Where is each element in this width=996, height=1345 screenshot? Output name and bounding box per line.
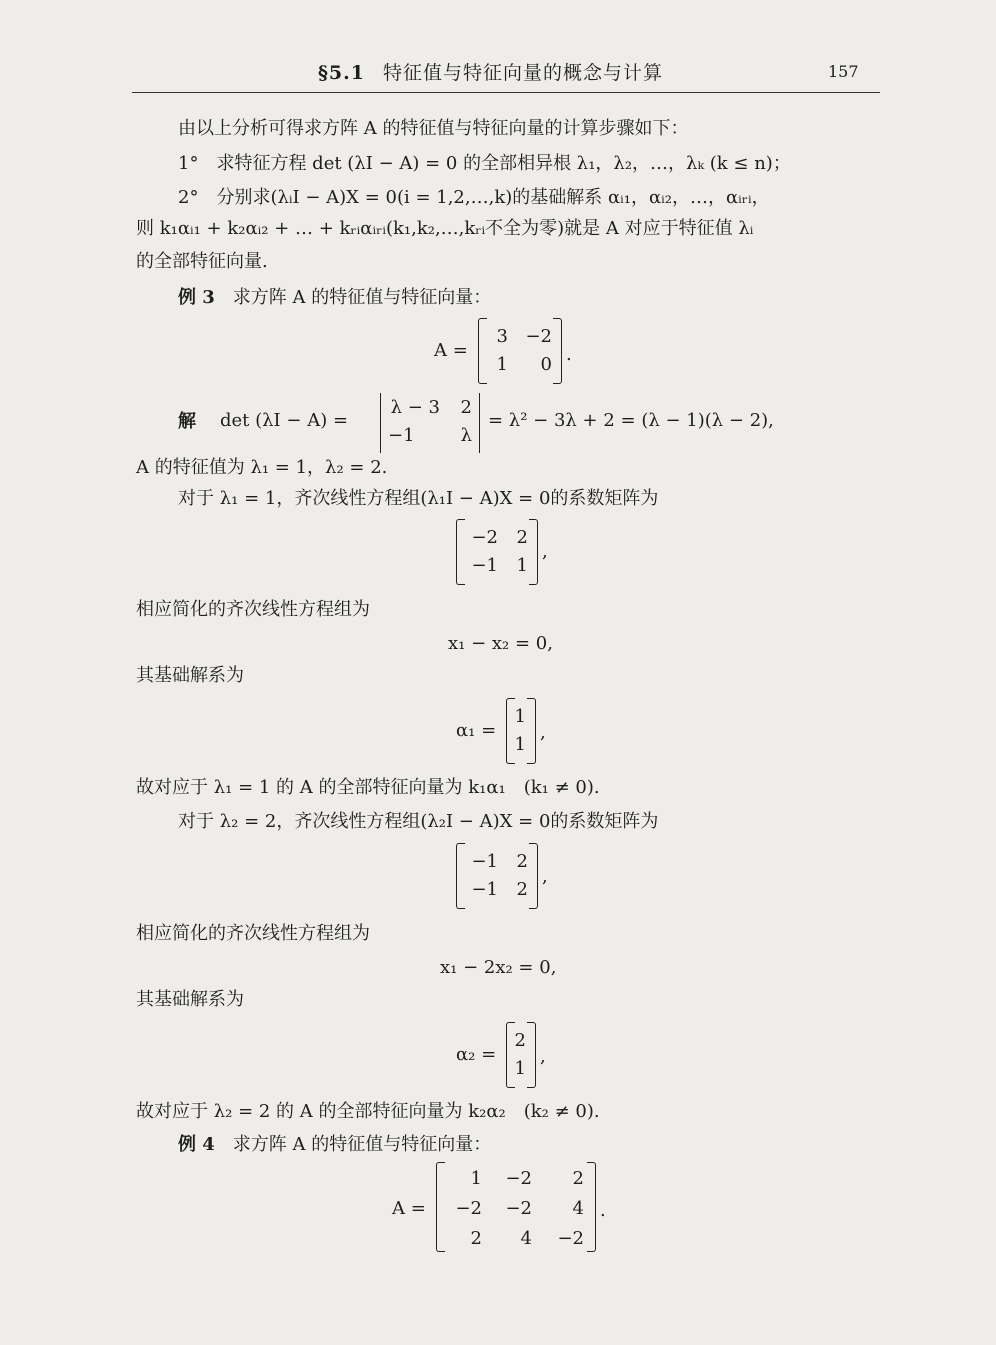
case-1-result: 故对应于 λ₁ = 1 的 A 的全部特征向量为 k₁α₁ (k₁ ≠ 0). <box>136 777 600 798</box>
textbook-page: §5.1 特征值与特征向量的概念与计算 157 由以上分析可得求方阵 A 的特征值与特征向量的计算步骤如下： 1° 求特征方程 det (λI − A) = 0 的全部相异根 λ₁，λ₂，…，λₖ (k ≤ n)； 2° 分别求(λᵢI − A)X = 0(i = 1,2,…,k)的基础解系 αᵢ₁，αᵢ₂，…，αᵢᵣᵢ， 则 k₁αᵢ₁ + k₂αᵢ₂ + … + kᵣᵢαᵢᵣᵢ(k₁,k₂,…,kᵣᵢ不全为零)就是 A 对应于特征值 λᵢ 的全部特征向量. 例 3 求方阵 A 的特征值与特征向量： A = 3 −2 1 0 . 解 det (λI − A) = λ − 3 2 −1 λ = λ² − 3λ + 2 = (λ − 1)(λ − 2), A 的特征值为 λ₁ = 1，λ₂ = 2. 对于 λ₁ = 1，齐次线性方程组(λ₁I − A)X = 0的系数矩阵为 −2 2 −1 1 , 相应简化的齐次线性方程组为 x₁ − x₂ = 0, 其基础解系为 α₁ = 1 1 , 故对应于 λ₁ = 1 的 A 的全部特征向量为 k₁α₁ (k₁ ≠ 0). 对于 λ₂ = 2，齐次线性方程组(λ₂I − A)X = 0的系数矩阵为 −1 2 −1 2 , 相应简化的齐次线性方程组为 x₁ − 2x₂ = 0, 其基础解系为 α₂ = 2 1 , 故对应于 λ₂ = 2 的 A 的全部特征向量为 k₂α₂ (k₂ ≠ 0). 例 4 求方阵 A 的特征值与特征向量： A = 1 −2 2 −2 −2 4 2 4 −2 . <box>0 0 996 1345</box>
example-3-label: 例 3 <box>178 287 215 308</box>
example-4-matrix <box>436 1162 596 1252</box>
vector-cell: 2 <box>514 1030 526 1051</box>
matrix-cell: −2 <box>505 1198 532 1219</box>
matrix-cell: −1 <box>471 879 498 900</box>
alpha-1-vector <box>506 698 536 764</box>
matrix-cell: 4 <box>520 1228 532 1249</box>
case-1-intro: 对于 λ₁ = 1，齐次线性方程组(λ₁I − A)X = 0的系数矩阵为 <box>178 488 659 509</box>
section-number: §5.1 <box>318 62 365 84</box>
vector-cell: 1 <box>514 734 526 755</box>
matrix-cell: −2 <box>557 1228 584 1249</box>
matrix-cell: 1 <box>496 354 508 375</box>
step-2-continued: 则 k₁αᵢ₁ + k₂αᵢ₂ + … + kᵣᵢαᵢᵣᵢ(k₁,k₂,…,kᵣᵢ不全为零)就是 A 对应于特征值 λᵢ <box>136 218 754 239</box>
matrix-cell: −1 <box>471 555 498 576</box>
case-2-result: 故对应于 λ₂ = 2 的 A 的全部特征向量为 k₂α₂ (k₂ ≠ 0). <box>136 1101 600 1122</box>
example-4-heading <box>178 1133 491 1157</box>
case-2-equation: x₁ − 2x₂ = 0, <box>440 957 557 978</box>
matrix-cell: 1 <box>516 555 528 576</box>
matrix-cell: 1 <box>470 1168 482 1189</box>
basis-label-2: 其基础解系为 <box>136 989 244 1010</box>
running-header <box>318 58 663 85</box>
intro-paragraph: 由以上分析可得求方阵 A 的特征值与特征向量的计算步骤如下： <box>178 118 689 139</box>
case-1-equation: x₁ − x₂ = 0, <box>448 633 553 654</box>
matrix-cell: 2 <box>572 1168 584 1189</box>
case-1-matrix <box>456 519 538 585</box>
example-4-text: 求方阵 A 的特征值与特征向量： <box>232 1134 492 1155</box>
simplified-system-label-2: 相应简化的齐次线性方程组为 <box>136 923 370 944</box>
matrix-cell: 2 <box>516 851 528 872</box>
example-3-matrix <box>478 318 562 384</box>
example-4-matrix-lhs: A = <box>392 1198 426 1219</box>
matrix-cell: 4 <box>572 1198 584 1219</box>
matrix-cell: −1 <box>471 851 498 872</box>
header-rule <box>132 92 880 93</box>
example-3-text: 求方阵 A 的特征值与特征向量： <box>232 287 492 308</box>
step-2: 2° 分别求(λᵢI − A)X = 0(i = 1,2,…,k)的基础解系 αᵢ₁，αᵢ₂，…，αᵢᵣᵢ， <box>178 187 770 208</box>
step-1: 1° 求特征方程 det (λI − A) = 0 的全部相异根 λ₁，λ₂，…，λₖ (k ≤ n)； <box>178 153 791 174</box>
det-lhs: det (λI − A) = <box>220 410 349 431</box>
matrix-cell: 3 <box>496 326 508 347</box>
section-title: 特征值与特征向量的概念与计算 <box>383 62 664 84</box>
page-number: 157 <box>828 62 859 81</box>
solution-label: 解 <box>178 411 196 432</box>
solution-label-line <box>178 410 196 434</box>
alpha-1-lhs: α₁ = <box>456 720 497 741</box>
basis-label-1: 其基础解系为 <box>136 665 244 686</box>
example-4-label: 例 4 <box>178 1134 215 1155</box>
matrix-cell: −2 <box>525 326 552 347</box>
matrix-cell: −2 <box>471 527 498 548</box>
step-2-end: 的全部特征向量. <box>136 251 268 272</box>
det-rhs: = λ² − 3λ + 2 = (λ − 1)(λ − 2), <box>488 410 774 431</box>
det-cell: −1 <box>388 425 415 446</box>
eigenvalues-line: A 的特征值为 λ₁ = 1，λ₂ = 2. <box>136 457 388 478</box>
simplified-system-label-1: 相应简化的齐次线性方程组为 <box>136 599 370 620</box>
vector-cell: 1 <box>514 1058 526 1079</box>
matrix-cell: 2 <box>470 1228 482 1249</box>
matrix-cell: 0 <box>540 354 552 375</box>
case-2-intro: 对于 λ₂ = 2，齐次线性方程组(λ₂I − A)X = 0的系数矩阵为 <box>178 811 659 832</box>
matrix-cell: −2 <box>505 1168 532 1189</box>
case-2-matrix <box>456 843 538 909</box>
det-matrix <box>380 393 480 453</box>
alpha-2-vector <box>506 1022 536 1088</box>
vector-cell: 1 <box>514 706 526 727</box>
matrix-cell: −2 <box>455 1198 482 1219</box>
det-cell: 2 <box>460 397 472 418</box>
alpha-2-lhs: α₂ = <box>456 1044 497 1065</box>
example-3-matrix-lhs: A = <box>434 340 468 361</box>
det-cell: λ − 3 <box>390 397 440 418</box>
matrix-cell: 2 <box>516 879 528 900</box>
det-cell: λ <box>460 425 472 446</box>
example-3-heading <box>178 286 491 310</box>
matrix-cell: 2 <box>516 527 528 548</box>
